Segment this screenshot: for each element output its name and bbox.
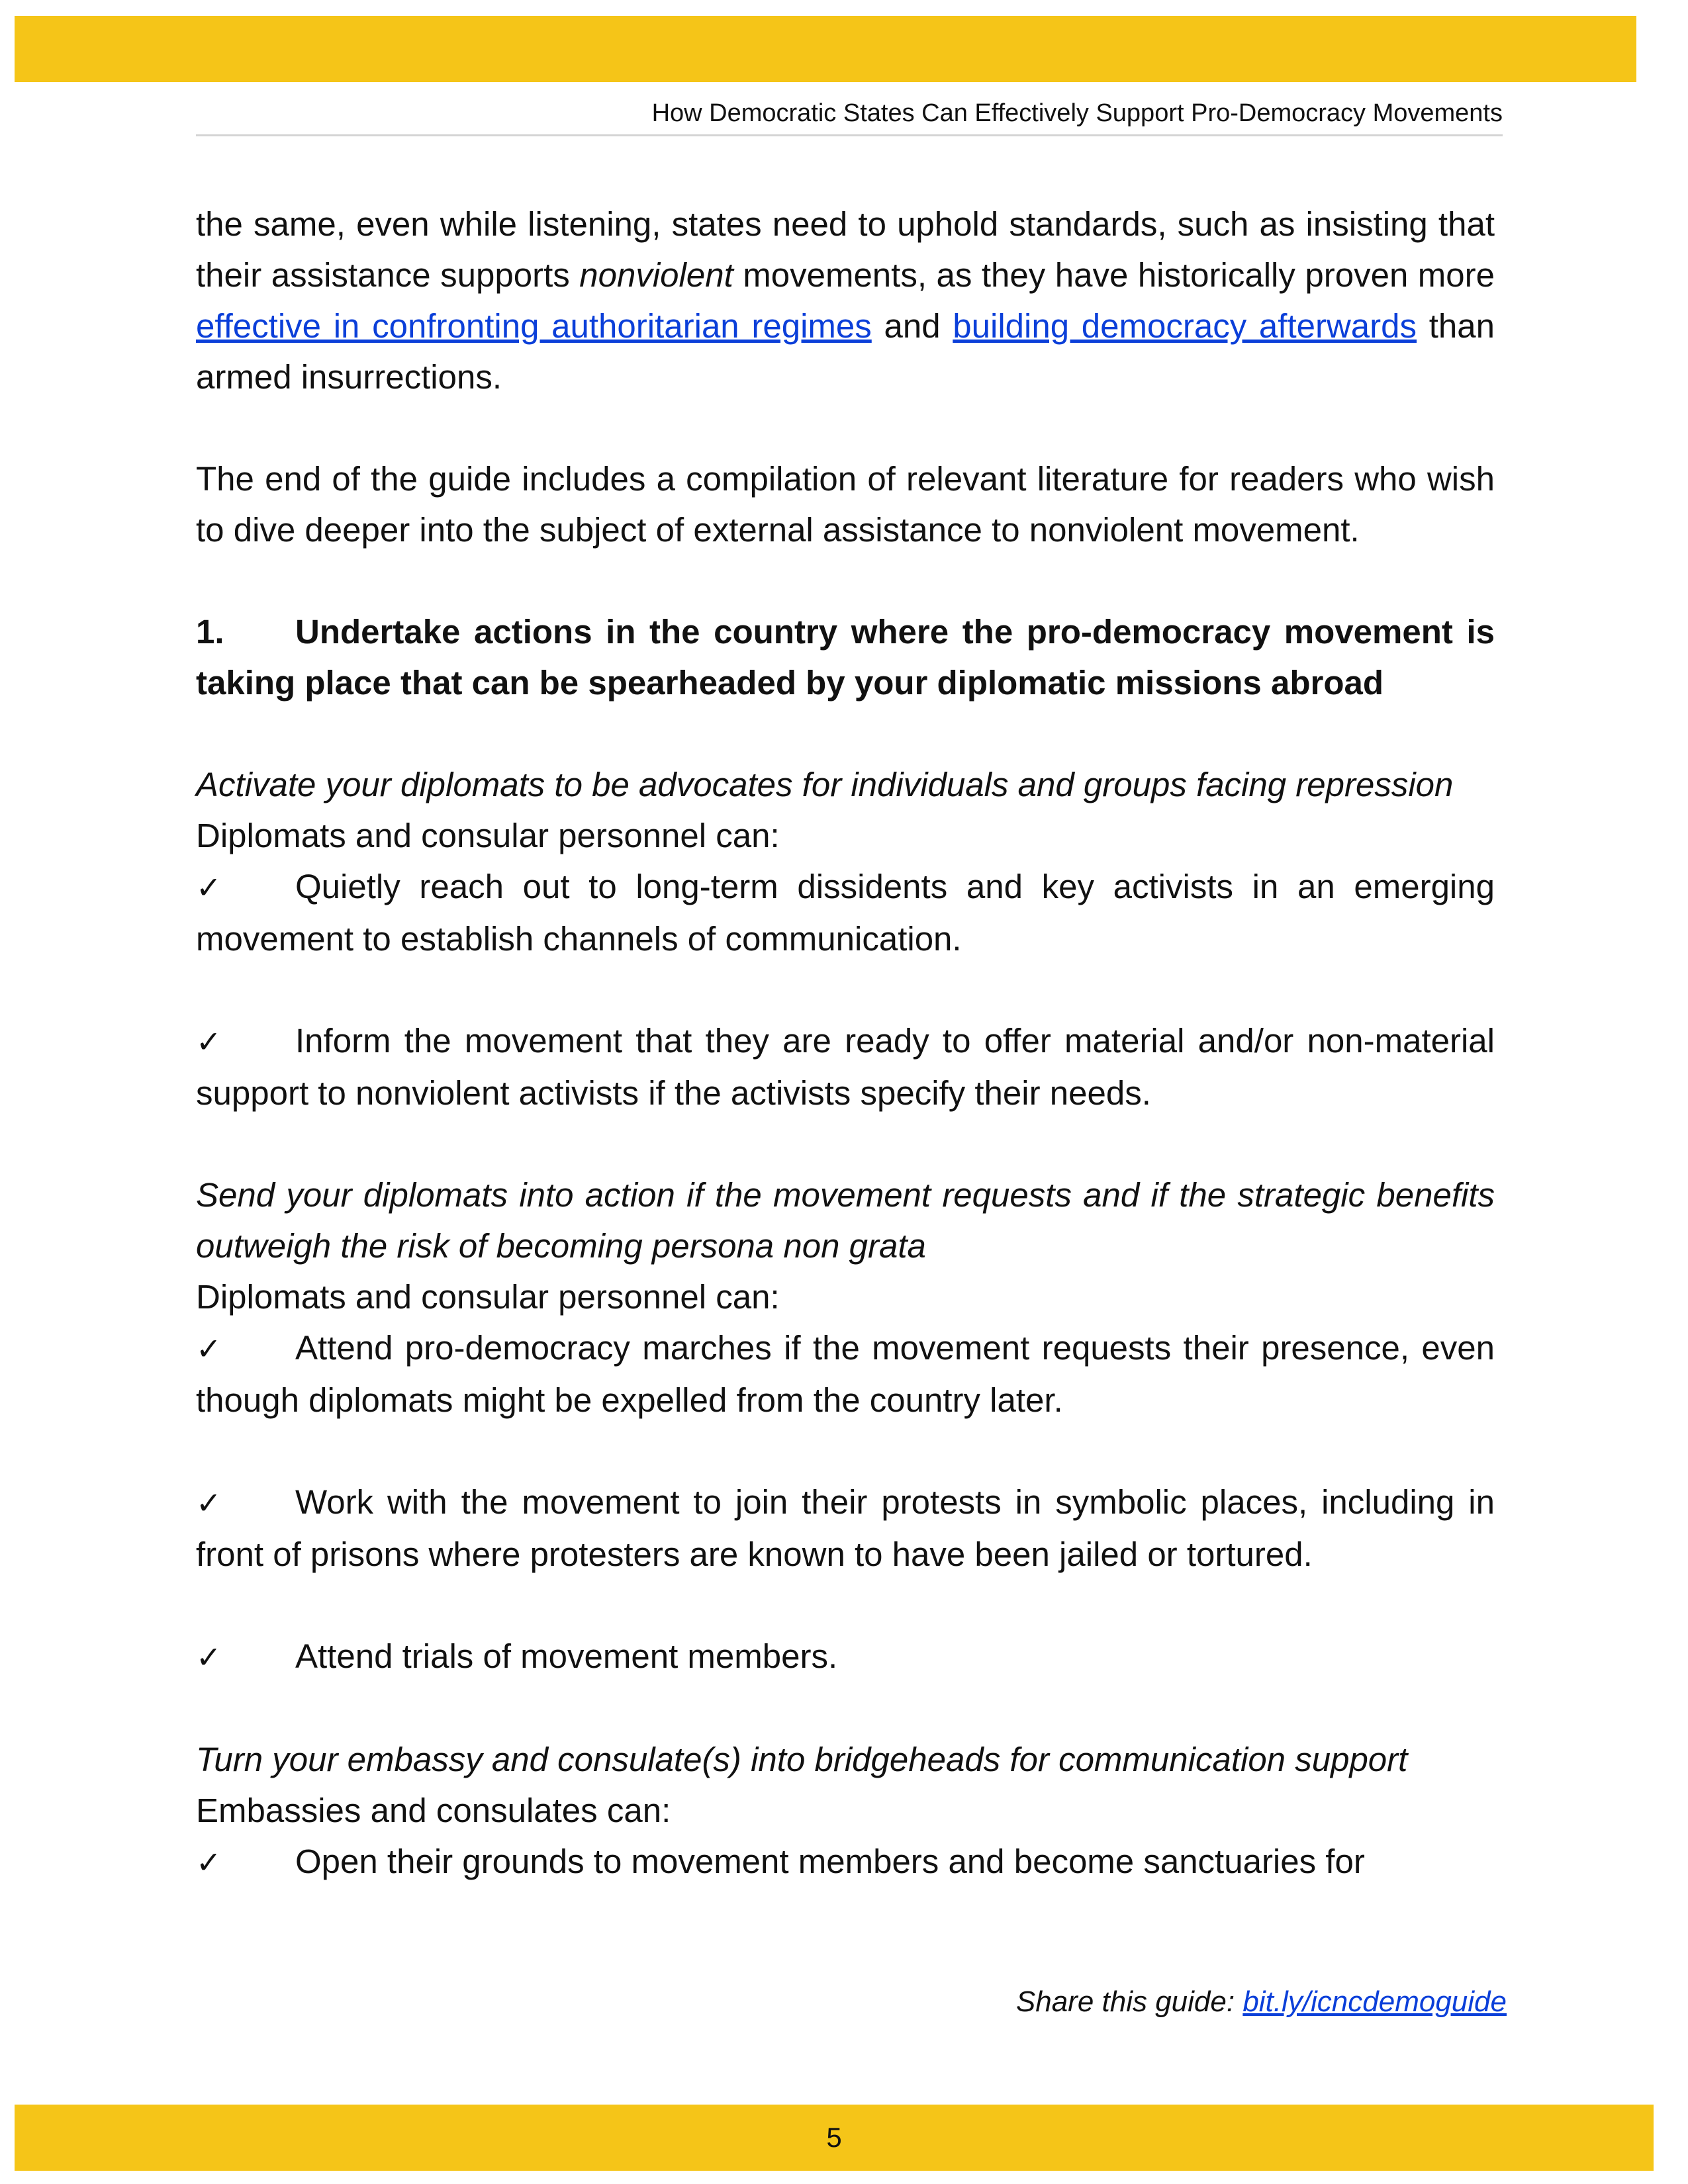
page-content xyxy=(196,199,1495,1888)
share-label: Share this guide: xyxy=(1015,1985,1243,2018)
section-number: 1. xyxy=(196,613,224,651)
list-item: ✓ Quietly reach out to long-term dissidents and key activists in an emerging movement to establish channels of communication. xyxy=(196,861,1495,964)
subheading-embassy-bridgeheads: Turn your embassy and consulate(s) into bridgeheads for communication support xyxy=(196,1741,1408,1778)
link-effective-confronting-regimes[interactable]: effective in confronting authoritarian regimes xyxy=(196,307,872,345)
list-intro: Diplomats and consular personnel can: xyxy=(196,817,780,854)
spacer xyxy=(196,1580,1495,1631)
spacer xyxy=(196,402,1495,453)
checkmark-icon: ✓ xyxy=(196,1024,222,1060)
spacer xyxy=(196,1683,1495,1734)
emphasis-nonviolent: nonviolent xyxy=(579,256,733,294)
page-number: 5 xyxy=(826,2122,842,2153)
spacer xyxy=(196,964,1495,1015)
list-item: ✓ Attend trials of movement members. xyxy=(196,1631,1495,1683)
section-heading-1 xyxy=(196,606,1495,708)
list-item: ✓ Attend pro-democracy marches if the movement requests their presence, even though diplomats might be expelled from the country later. xyxy=(196,1322,1495,1426)
paragraph-guide-literature: The end of the guide includes a compilation of relevant literature for readers who wish to dive deeper into the subject of external assistance to nonviolent movement. xyxy=(196,460,1495,549)
list-intro: Diplomats and consular personnel can: xyxy=(196,1278,780,1316)
spacer xyxy=(196,1426,1495,1477)
spacer xyxy=(196,708,1495,759)
share-line xyxy=(794,1985,1507,2019)
running-header: How Democratic States Can Effectively Support Pro-Democracy Movements xyxy=(196,99,1503,136)
checkmark-icon: ✓ xyxy=(196,1485,222,1521)
checkmark-icon: ✓ xyxy=(196,1844,222,1880)
list-item: ✓ Work with the movement to join their protests in symbolic places, including in front of prisons where protesters are known to have been jailed or tortured. xyxy=(196,1477,1495,1580)
section-title: Undertake actions in the country where the pro-democracy movement is taking place that can be spearheaded by your diplomatic missions abroad xyxy=(196,613,1495,702)
top-color-band xyxy=(15,16,1636,82)
subheading-send-diplomats: Send your diplomats into action if the movement requests and if the strategic benefits outweigh the risk of becoming persona non grata xyxy=(196,1176,1495,1265)
list-intro: Embassies and consulates can: xyxy=(196,1792,671,1829)
bottom-color-band xyxy=(15,2105,1654,2171)
list-item: ✓ Inform the movement that they are ready to offer material and/or non-material support to nonviolent activists if the activists specify their needs. xyxy=(196,1015,1495,1118)
spacer xyxy=(196,1118,1495,1169)
checkmark-icon: ✓ xyxy=(196,870,222,905)
paragraph-intro-continuation: the same, even while listening, states need to uphold standards, such as insisting that their assistance supports nonviolent movements, as they have historically proven more effective in confronting authoritarian regimes and building democracy afterwards than armed insurrections. xyxy=(196,205,1495,396)
link-building-democracy-afterwards[interactable]: building democracy afterwards xyxy=(953,307,1417,345)
checkmark-icon: ✓ xyxy=(196,1639,222,1675)
spacer xyxy=(196,555,1495,606)
checkmark-icon: ✓ xyxy=(196,1331,222,1367)
list-item: ✓ Open their grounds to movement members and become sanctuaries for xyxy=(196,1836,1495,1888)
subheading-activate-diplomats: Activate your diplomats to be advocates for individuals and groups facing repression xyxy=(196,766,1454,803)
share-link[interactable]: bit.ly/icncdemoguide xyxy=(1243,1985,1507,2018)
